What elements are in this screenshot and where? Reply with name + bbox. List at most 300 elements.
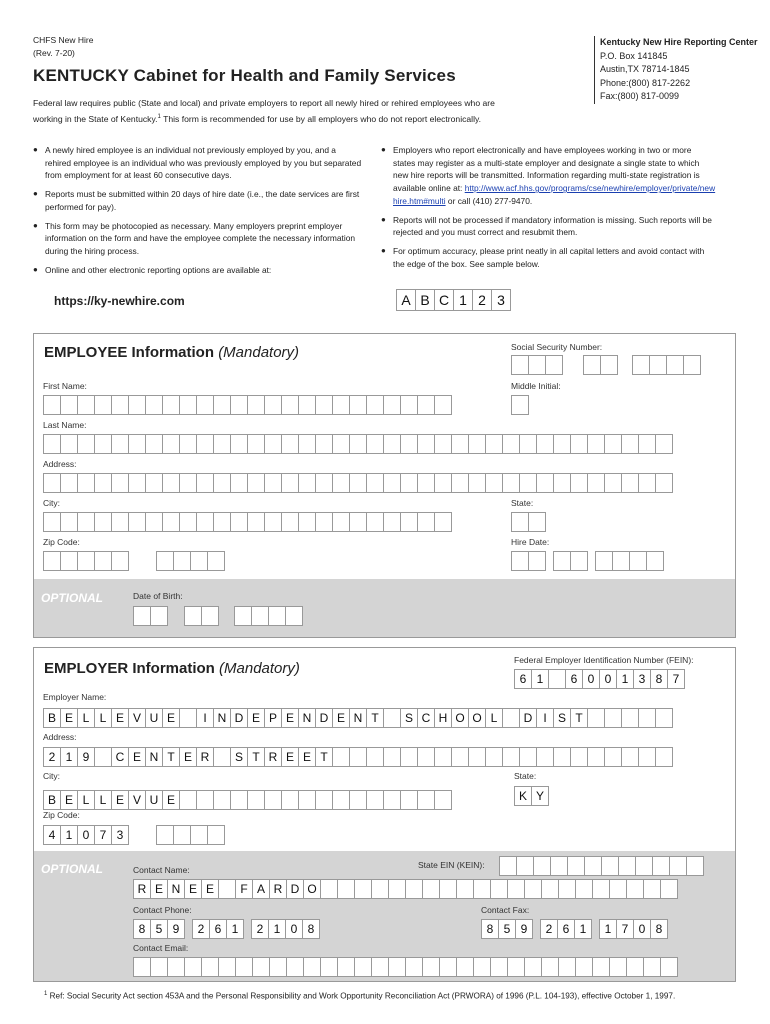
char-box[interactable]	[604, 434, 622, 454]
char-box[interactable]	[417, 434, 435, 454]
char-box[interactable]	[601, 856, 619, 876]
char-box[interactable]	[128, 395, 146, 415]
char-box[interactable]: K	[514, 786, 532, 806]
char-box[interactable]	[553, 551, 571, 571]
char-box[interactable]	[94, 551, 112, 571]
char-box[interactable]: L	[77, 708, 95, 728]
char-box[interactable]	[213, 395, 231, 415]
char-box[interactable]	[604, 708, 622, 728]
ssn-boxes-3[interactable]	[632, 355, 700, 375]
char-box[interactable]: 8	[650, 919, 668, 939]
char-box[interactable]: O	[303, 879, 321, 899]
char-box[interactable]	[502, 473, 520, 493]
char-box[interactable]	[660, 957, 678, 977]
char-box[interactable]	[366, 512, 384, 532]
char-box[interactable]	[247, 434, 265, 454]
char-box[interactable]: 0	[77, 825, 95, 845]
char-box[interactable]	[213, 473, 231, 493]
char-box[interactable]	[434, 473, 452, 493]
char-box[interactable]	[337, 957, 355, 977]
char-box[interactable]	[371, 957, 389, 977]
char-box[interactable]	[207, 825, 225, 845]
char-box[interactable]: V	[128, 790, 146, 810]
char-box[interactable]	[111, 512, 129, 532]
char-box[interactable]: 2	[192, 919, 210, 939]
char-box[interactable]	[145, 434, 163, 454]
char-box[interactable]	[281, 790, 299, 810]
first-name-boxes[interactable]	[43, 395, 451, 415]
char-box[interactable]	[502, 434, 520, 454]
char-box[interactable]: 0	[582, 669, 600, 689]
char-box[interactable]	[570, 551, 588, 571]
contact-email-boxes[interactable]	[133, 957, 677, 977]
char-box[interactable]	[354, 879, 372, 899]
char-box[interactable]	[626, 957, 644, 977]
char-box[interactable]	[485, 747, 503, 767]
char-box[interactable]	[77, 434, 95, 454]
char-box[interactable]	[485, 473, 503, 493]
char-box[interactable]: B	[43, 790, 61, 810]
char-box[interactable]: D	[315, 708, 333, 728]
char-box[interactable]	[621, 434, 639, 454]
char-box[interactable]	[190, 825, 208, 845]
char-box[interactable]	[230, 512, 248, 532]
char-box[interactable]	[400, 473, 418, 493]
char-box[interactable]: 5	[150, 919, 168, 939]
char-box[interactable]: I	[536, 708, 554, 728]
char-box[interactable]	[366, 395, 384, 415]
char-box[interactable]	[388, 957, 406, 977]
char-box[interactable]	[570, 434, 588, 454]
char-box[interactable]	[111, 473, 129, 493]
char-box[interactable]: 1	[226, 919, 244, 939]
char-box[interactable]	[213, 747, 231, 767]
char-box[interactable]	[286, 957, 304, 977]
char-box[interactable]	[281, 395, 299, 415]
char-box[interactable]: T	[315, 747, 333, 767]
char-box[interactable]	[190, 551, 208, 571]
char-box[interactable]: S	[230, 747, 248, 767]
char-box[interactable]	[439, 957, 457, 977]
multistate-link[interactable]: http://www.acf.hhs.gov/programs/cse/newhire/employer/private/newhire.htm#multi	[393, 183, 716, 206]
char-box[interactable]	[417, 790, 435, 810]
char-box[interactable]	[468, 473, 486, 493]
char-box[interactable]	[550, 856, 568, 876]
char-box[interactable]	[77, 473, 95, 493]
char-box[interactable]	[179, 473, 197, 493]
char-box[interactable]: A	[252, 879, 270, 899]
char-box[interactable]	[686, 856, 704, 876]
char-box[interactable]: 8	[133, 919, 151, 939]
char-box[interactable]: 6	[514, 669, 532, 689]
employer-zip-boxes[interactable]	[43, 825, 128, 845]
char-box[interactable]	[643, 879, 661, 899]
char-box[interactable]	[655, 708, 673, 728]
char-box[interactable]	[434, 747, 452, 767]
char-box[interactable]	[196, 434, 214, 454]
char-box[interactable]	[281, 512, 299, 532]
char-box[interactable]	[519, 473, 537, 493]
char-box[interactable]: 0	[285, 919, 303, 939]
char-box[interactable]	[213, 790, 231, 810]
char-box[interactable]	[592, 957, 610, 977]
char-box[interactable]	[516, 856, 534, 876]
char-box[interactable]	[643, 957, 661, 977]
char-box[interactable]	[354, 957, 372, 977]
char-box[interactable]: 2	[251, 919, 269, 939]
char-box[interactable]: 1	[599, 919, 617, 939]
char-box[interactable]	[541, 957, 559, 977]
char-box[interactable]: T	[162, 747, 180, 767]
char-box[interactable]	[315, 434, 333, 454]
char-box[interactable]	[315, 473, 333, 493]
char-box[interactable]	[587, 434, 605, 454]
char-box[interactable]: U	[145, 708, 163, 728]
char-box[interactable]	[162, 434, 180, 454]
char-box[interactable]: B	[43, 708, 61, 728]
char-box[interactable]	[502, 708, 520, 728]
char-box[interactable]	[156, 551, 174, 571]
char-box[interactable]	[422, 957, 440, 977]
char-box[interactable]	[247, 395, 265, 415]
char-box[interactable]: 2	[540, 919, 558, 939]
char-box[interactable]	[43, 434, 61, 454]
char-box[interactable]	[388, 879, 406, 899]
char-box[interactable]: 9	[77, 747, 95, 767]
char-box[interactable]	[626, 879, 644, 899]
char-box[interactable]	[451, 747, 469, 767]
char-box[interactable]	[575, 957, 593, 977]
char-box[interactable]	[264, 473, 282, 493]
char-box[interactable]	[583, 355, 601, 375]
char-box[interactable]	[371, 879, 389, 899]
char-box[interactable]	[315, 512, 333, 532]
employer-address-boxes[interactable]	[43, 747, 672, 767]
char-box[interactable]	[507, 879, 525, 899]
char-box[interactable]: 6	[209, 919, 227, 939]
char-box[interactable]	[511, 551, 529, 571]
char-box[interactable]	[264, 395, 282, 415]
char-box[interactable]	[179, 708, 197, 728]
char-box[interactable]	[234, 606, 252, 626]
contact-name-boxes[interactable]	[133, 879, 677, 899]
hire-year-boxes[interactable]	[595, 551, 663, 571]
char-box[interactable]	[77, 551, 95, 571]
middle-initial-box[interactable]	[511, 395, 528, 415]
char-box[interactable]	[570, 473, 588, 493]
char-box[interactable]	[652, 856, 670, 876]
char-box[interactable]	[43, 551, 61, 571]
char-box[interactable]	[179, 790, 197, 810]
char-box[interactable]	[524, 957, 542, 977]
char-box[interactable]	[320, 957, 338, 977]
char-box[interactable]: 6	[557, 919, 575, 939]
char-box[interactable]	[575, 879, 593, 899]
char-box[interactable]	[570, 747, 588, 767]
char-box[interactable]: 5	[498, 919, 516, 939]
char-box[interactable]	[230, 473, 248, 493]
char-box[interactable]	[439, 879, 457, 899]
char-box[interactable]	[320, 879, 338, 899]
char-box[interactable]	[349, 473, 367, 493]
char-box[interactable]	[43, 473, 61, 493]
employer-state-boxes[interactable]	[514, 786, 548, 806]
char-box[interactable]	[490, 879, 508, 899]
char-box[interactable]	[77, 512, 95, 532]
char-box[interactable]	[268, 606, 286, 626]
char-box[interactable]	[247, 512, 265, 532]
char-box[interactable]: 1	[616, 669, 634, 689]
fein-boxes[interactable]	[514, 669, 684, 689]
char-box[interactable]: 1	[531, 669, 549, 689]
dob-year-boxes[interactable]	[234, 606, 302, 626]
char-box[interactable]: E	[281, 747, 299, 767]
char-box[interactable]	[60, 551, 78, 571]
char-box[interactable]	[173, 551, 191, 571]
char-box[interactable]	[111, 434, 129, 454]
char-box[interactable]: 2	[43, 747, 61, 767]
char-box[interactable]	[366, 747, 384, 767]
char-box[interactable]	[298, 395, 316, 415]
char-box[interactable]	[519, 434, 537, 454]
char-box[interactable]	[434, 434, 452, 454]
char-box[interactable]: F	[235, 879, 253, 899]
char-box[interactable]	[558, 879, 576, 899]
char-box[interactable]	[655, 747, 673, 767]
char-box[interactable]	[660, 879, 678, 899]
char-box[interactable]	[609, 957, 627, 977]
char-box[interactable]	[230, 395, 248, 415]
char-box[interactable]	[609, 879, 627, 899]
char-box[interactable]	[173, 825, 191, 845]
char-box[interactable]	[669, 856, 687, 876]
char-box[interactable]	[536, 747, 554, 767]
char-box[interactable]	[298, 790, 316, 810]
char-box[interactable]	[621, 747, 639, 767]
char-box[interactable]	[584, 856, 602, 876]
char-box[interactable]	[285, 606, 303, 626]
char-box[interactable]	[473, 957, 491, 977]
char-box[interactable]: R	[269, 879, 287, 899]
char-box[interactable]	[400, 790, 418, 810]
char-box[interactable]	[332, 434, 350, 454]
char-box[interactable]	[400, 434, 418, 454]
char-box[interactable]	[451, 473, 469, 493]
char-box[interactable]	[43, 512, 61, 532]
employer-city-boxes[interactable]	[43, 790, 451, 810]
hire-month-boxes[interactable]	[511, 551, 545, 571]
char-box[interactable]	[207, 551, 225, 571]
char-box[interactable]	[638, 473, 656, 493]
char-box[interactable]: Y	[531, 786, 549, 806]
char-box[interactable]: E	[201, 879, 219, 899]
char-box[interactable]: E	[60, 708, 78, 728]
char-box[interactable]: S	[400, 708, 418, 728]
char-box[interactable]: L	[94, 790, 112, 810]
char-box[interactable]	[349, 434, 367, 454]
char-box[interactable]	[545, 355, 563, 375]
char-box[interactable]: 3	[111, 825, 129, 845]
char-box[interactable]: 9	[515, 919, 533, 939]
char-box[interactable]	[60, 473, 78, 493]
char-box[interactable]	[150, 957, 168, 977]
dob-month-boxes[interactable]	[133, 606, 167, 626]
char-box[interactable]	[128, 512, 146, 532]
char-box[interactable]: C	[417, 708, 435, 728]
char-box[interactable]	[600, 355, 618, 375]
char-box[interactable]	[524, 879, 542, 899]
char-box[interactable]	[558, 957, 576, 977]
char-box[interactable]	[332, 395, 350, 415]
char-box[interactable]: E	[128, 747, 146, 767]
char-box[interactable]	[252, 957, 270, 977]
char-box[interactable]	[128, 434, 146, 454]
char-box[interactable]	[434, 512, 452, 532]
char-box[interactable]	[451, 434, 469, 454]
char-box[interactable]: L	[94, 708, 112, 728]
char-box[interactable]	[150, 606, 168, 626]
char-box[interactable]	[548, 669, 566, 689]
char-box[interactable]	[383, 512, 401, 532]
char-box[interactable]	[473, 879, 491, 899]
char-box[interactable]	[196, 473, 214, 493]
char-box[interactable]	[315, 790, 333, 810]
char-box[interactable]: H	[434, 708, 452, 728]
char-box[interactable]: N	[145, 747, 163, 767]
city-boxes[interactable]	[43, 512, 451, 532]
char-box[interactable]: D	[230, 708, 248, 728]
char-box[interactable]	[683, 355, 701, 375]
char-box[interactable]	[383, 708, 401, 728]
char-box[interactable]: 1	[60, 825, 78, 845]
char-box[interactable]	[587, 473, 605, 493]
char-box[interactable]	[632, 355, 650, 375]
char-box[interactable]: L	[485, 708, 503, 728]
char-box[interactable]: P	[264, 708, 282, 728]
char-box[interactable]	[60, 395, 78, 415]
char-box[interactable]	[179, 512, 197, 532]
char-box[interactable]	[536, 434, 554, 454]
char-box[interactable]	[468, 434, 486, 454]
char-box[interactable]	[422, 879, 440, 899]
char-box[interactable]	[553, 473, 571, 493]
char-box[interactable]	[553, 434, 571, 454]
char-box[interactable]	[629, 551, 647, 571]
char-box[interactable]	[43, 395, 61, 415]
char-box[interactable]	[145, 512, 163, 532]
char-box[interactable]: E	[281, 708, 299, 728]
char-box[interactable]: E	[150, 879, 168, 899]
char-box[interactable]: D	[519, 708, 537, 728]
char-box[interactable]	[604, 473, 622, 493]
contact-fax-boxes[interactable]	[481, 919, 667, 939]
address-boxes[interactable]	[43, 473, 672, 493]
state-boxes[interactable]	[511, 512, 545, 532]
char-box[interactable]: 4	[43, 825, 61, 845]
char-box[interactable]	[434, 395, 452, 415]
char-box[interactable]: 7	[94, 825, 112, 845]
char-box[interactable]: 8	[481, 919, 499, 939]
char-box[interactable]: 3	[633, 669, 651, 689]
zip-ext-boxes[interactable]	[156, 551, 224, 571]
char-box[interactable]	[111, 551, 129, 571]
char-box[interactable]	[162, 473, 180, 493]
char-box[interactable]	[621, 708, 639, 728]
char-box[interactable]: T	[366, 708, 384, 728]
char-box[interactable]: C	[111, 747, 129, 767]
char-box[interactable]: E	[60, 790, 78, 810]
char-box[interactable]: E	[179, 747, 197, 767]
char-box[interactable]: E	[111, 790, 129, 810]
char-box[interactable]	[133, 606, 151, 626]
char-box[interactable]	[587, 747, 605, 767]
char-box[interactable]	[383, 395, 401, 415]
hire-day-boxes[interactable]	[553, 551, 587, 571]
char-box[interactable]	[281, 473, 299, 493]
char-box[interactable]	[456, 957, 474, 977]
char-box[interactable]	[604, 747, 622, 767]
char-box[interactable]: O	[468, 708, 486, 728]
char-box[interactable]	[655, 473, 673, 493]
char-box[interactable]: E	[332, 708, 350, 728]
char-box[interactable]	[400, 395, 418, 415]
char-box[interactable]	[332, 512, 350, 532]
char-box[interactable]: S	[553, 708, 571, 728]
char-box[interactable]	[332, 790, 350, 810]
char-box[interactable]	[349, 395, 367, 415]
char-box[interactable]: 1	[574, 919, 592, 939]
char-box[interactable]	[567, 856, 585, 876]
char-box[interactable]	[264, 434, 282, 454]
char-box[interactable]	[417, 395, 435, 415]
char-box[interactable]	[533, 856, 551, 876]
char-box[interactable]	[213, 512, 231, 532]
char-box[interactable]	[196, 512, 214, 532]
char-box[interactable]	[332, 473, 350, 493]
char-box[interactable]	[315, 395, 333, 415]
char-box[interactable]: 7	[616, 919, 634, 939]
char-box[interactable]	[541, 879, 559, 899]
char-box[interactable]: E	[247, 708, 265, 728]
char-box[interactable]	[179, 434, 197, 454]
char-box[interactable]	[405, 957, 423, 977]
char-box[interactable]	[417, 512, 435, 532]
kein-boxes[interactable]	[499, 856, 703, 876]
char-box[interactable]	[366, 473, 384, 493]
char-box[interactable]	[383, 747, 401, 767]
char-box[interactable]	[201, 606, 219, 626]
char-box[interactable]	[264, 790, 282, 810]
char-box[interactable]	[184, 957, 202, 977]
char-box[interactable]	[133, 957, 151, 977]
char-box[interactable]	[349, 747, 367, 767]
ssn-boxes[interactable]	[511, 355, 562, 375]
char-box[interactable]	[281, 434, 299, 454]
contact-phone-boxes[interactable]	[133, 919, 319, 939]
char-box[interactable]	[383, 790, 401, 810]
char-box[interactable]: D	[286, 879, 304, 899]
char-box[interactable]	[468, 747, 486, 767]
ky-newhire-link[interactable]: https://ky-newhire.com	[54, 294, 185, 308]
char-box[interactable]: 0	[599, 669, 617, 689]
char-box[interactable]: E	[162, 790, 180, 810]
char-box[interactable]	[303, 957, 321, 977]
char-box[interactable]: 8	[650, 669, 668, 689]
char-box[interactable]	[251, 606, 269, 626]
char-box[interactable]	[366, 790, 384, 810]
char-box[interactable]	[383, 473, 401, 493]
char-box[interactable]	[612, 551, 630, 571]
